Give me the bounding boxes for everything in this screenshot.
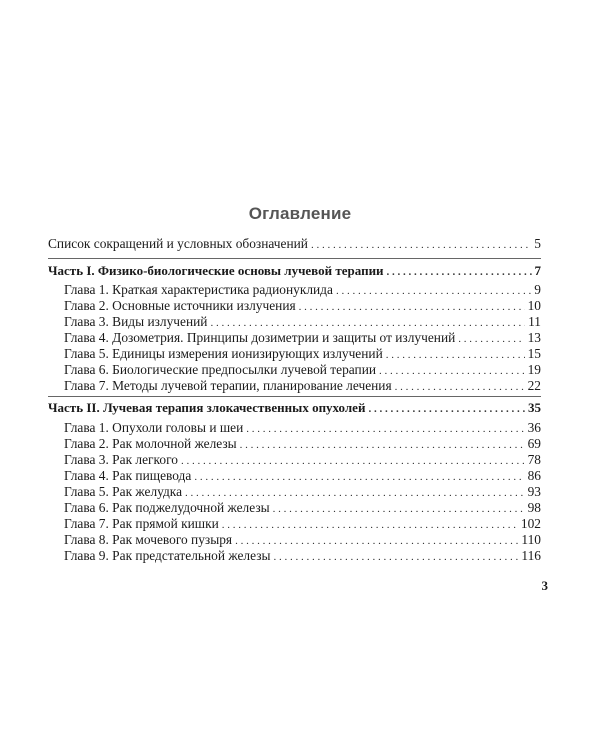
toc-chapter-label: Глава 5. Рак желудка [64,484,183,499]
toc-chapter[interactable] [64,500,541,516]
dot-leader [273,549,518,565]
toc-chapter-page: 15 [527,346,541,361]
toc-chapter-label: Глава 6. Рак поджелудочной железы [64,500,270,515]
dot-leader [235,533,518,549]
toc-chapter-label: Глава 1. Краткая характеристика радионуклида [64,282,333,297]
dot-leader [185,485,525,501]
toc-chapter[interactable] [64,378,541,394]
toc-chapter-page: 86 [527,468,541,483]
toc-chapter-page: 11 [528,314,541,329]
toc-chapter-label: Глава 3. Рак легкого [64,452,178,467]
toc-chapter[interactable] [64,548,541,564]
toc-chapter-page: 19 [527,362,541,377]
toc-part-1[interactable] [48,263,541,279]
toc-chapter-label: Глава 2. Основные источники излучения [64,298,296,313]
page-number: 3 [541,578,548,593]
toc-chapter[interactable] [64,452,541,468]
toc-chapter-label: Глава 4. Рак пищевода [64,468,192,483]
toc-chapter[interactable] [64,532,541,548]
toc-chapter[interactable] [64,282,541,298]
separator-line [48,396,541,397]
dot-leader [395,379,525,395]
page-title: Оглавление [248,204,352,223]
toc-chapter-page: 69 [527,436,541,451]
toc-part-page: 35 [528,400,541,415]
toc-chapter[interactable] [64,314,541,330]
toc-chapter-label: Глава 2. Рак молочной железы [64,436,237,451]
dot-leader [387,264,532,280]
dot-leader [246,421,524,437]
toc-chapter-label: Глава 7. Рак прямой кишки [64,516,219,531]
toc-chapter-label: Глава 1. Опухоли головы и шеи [64,420,244,435]
toc-chapter-label: Глава 4. Дозометрия. Принципы дозиметрии и защиты от излучений [64,330,456,345]
toc-chapter[interactable] [64,362,541,378]
dot-leader [368,401,525,417]
toc-chapter-label: Глава 6. Биологические предпосылки лучевой терапии [64,362,377,377]
toc-chapter-label: Глава 5. Единицы измерения ионизирующих излучений [64,346,383,361]
toc-chapter-label: Глава 8. Рак мочевого пузыря [64,532,233,547]
toc-chapter[interactable] [64,346,541,362]
toc-chapter-page: 9 [534,282,541,297]
toc-chapter-page: 10 [527,298,541,313]
toc-chapter[interactable] [64,298,541,314]
dot-leader [379,363,525,379]
toc-chapter[interactable] [64,468,541,484]
dot-leader [194,469,524,485]
toc-chapter[interactable] [64,436,541,452]
dot-leader [458,331,524,347]
toc-chapter-label: Глава 7. Методы лучевой терапии, планирование лечения [64,378,392,393]
toc-chapter-page: 98 [527,500,541,515]
toc-entry-label: Список сокращений и условных обозначений [48,236,308,251]
separator-line [48,258,541,259]
toc-chapter-page: 110 [521,532,541,547]
toc-chapter-page: 22 [527,378,541,393]
toc-chapter-label: Глава 9. Рак предстательной железы [64,548,271,563]
toc-chapter[interactable] [64,516,541,532]
toc-chapter-label: Глава 3. Виды излучений [64,314,208,329]
toc-chapter[interactable] [64,420,541,436]
toc-chapter-page: 13 [527,330,541,345]
toc-part-label: Часть I. Физико-биологические основы лучевой терапии [48,263,384,278]
dot-leader [273,501,525,517]
dot-leader [222,517,518,533]
toc-chapter-page: 93 [527,484,541,499]
dot-leader [299,299,525,315]
toc-chapter-page: 116 [521,548,541,563]
toc-entry-page: 5 [534,236,541,251]
dot-leader [210,315,525,331]
toc-entry-abbreviations[interactable] [48,236,541,252]
toc-chapter[interactable] [64,330,541,346]
toc-chapter[interactable] [64,484,541,500]
toc-chapter-page: 102 [520,516,541,531]
toc-part-2[interactable] [48,400,541,416]
toc-part-label: Часть II. Лучевая терапия злокачественных опухолей [48,400,366,415]
dot-leader [240,437,525,453]
dot-leader [311,237,531,253]
toc-part-page: 7 [534,263,541,278]
toc-chapter-page: 36 [527,420,541,435]
dot-leader [181,453,525,469]
dot-leader [386,347,525,363]
dot-leader [336,283,531,299]
toc-chapter-page: 78 [527,452,541,467]
